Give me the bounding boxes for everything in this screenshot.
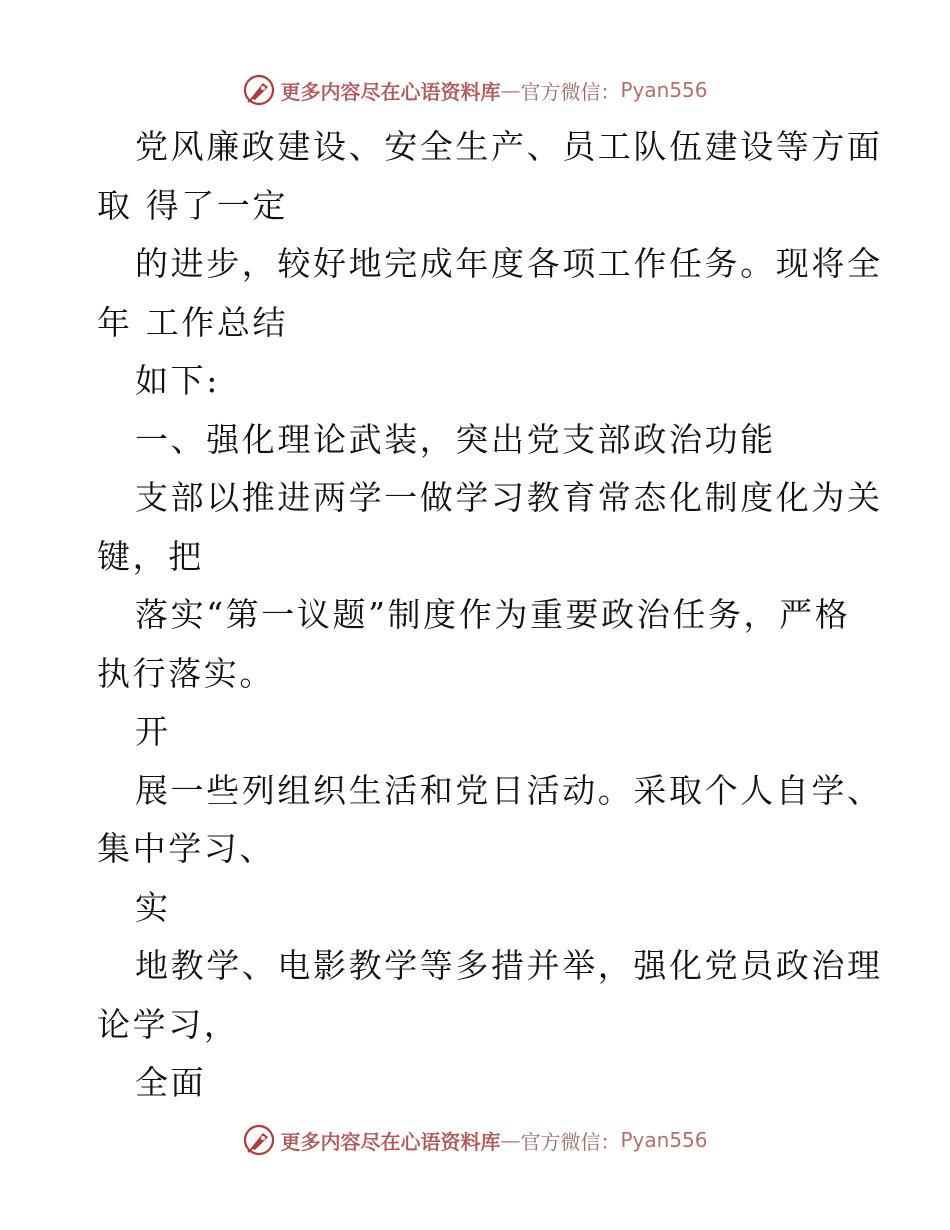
body-line: 集中学习、 — [97, 829, 275, 868]
watermark-site-text: 更多内容尽在心语资料库 — [280, 79, 501, 104]
watermark-site-text: 更多内容尽在心语资料库 — [280, 1129, 501, 1154]
watermark-wechat-label: 官方微信： — [520, 1129, 621, 1154]
body-line: 键，把 — [97, 536, 204, 576]
body-line: 全面 — [135, 1063, 207, 1102]
body-line: 年 工作总结 — [97, 302, 289, 342]
watermark-wechat-id: Pyan556 — [620, 78, 708, 102]
document-body — [97, 118, 883, 1113]
section-heading: 一、强化理论武装，突出党支部政治功能 — [135, 419, 776, 459]
body-line: 取 得了一定 — [97, 185, 289, 225]
watermark-wechat-label: 官方微信： — [520, 79, 621, 104]
body-line: 执行落实。 — [97, 653, 275, 693]
pen-nib-logo-icon — [242, 1123, 276, 1157]
watermark-dash: — — [500, 1128, 521, 1152]
watermark-wechat-id: Pyan556 — [620, 1128, 708, 1152]
body-line: 落实“第一议题”制度作为重要政治任务，严格 — [135, 595, 851, 634]
body-line: 如下: — [135, 361, 220, 400]
body-line: 实 — [135, 887, 171, 927]
body-line: 展一些列组织生活和党日活动。采取个人自学、 — [135, 770, 883, 810]
body-line: 开 — [135, 712, 171, 751]
watermark-dash: — — [500, 78, 521, 102]
watermark-footer — [0, 1120, 950, 1160]
pen-nib-logo-icon — [242, 73, 276, 107]
watermark-header — [0, 70, 950, 110]
body-line: 的进步，较好地完成年度各项工作任务。现将全 — [135, 244, 883, 283]
body-line: 地教学、电影教学等多措并举，强化党员政治理 — [135, 946, 883, 985]
body-line: 论学习， — [97, 1004, 240, 1044]
body-line: 支部以推进两学一做学习教育常态化制度化为关 — [135, 478, 883, 517]
body-line: 党风廉政建设、安全生产、员工队伍建设等方面 — [135, 127, 883, 166]
